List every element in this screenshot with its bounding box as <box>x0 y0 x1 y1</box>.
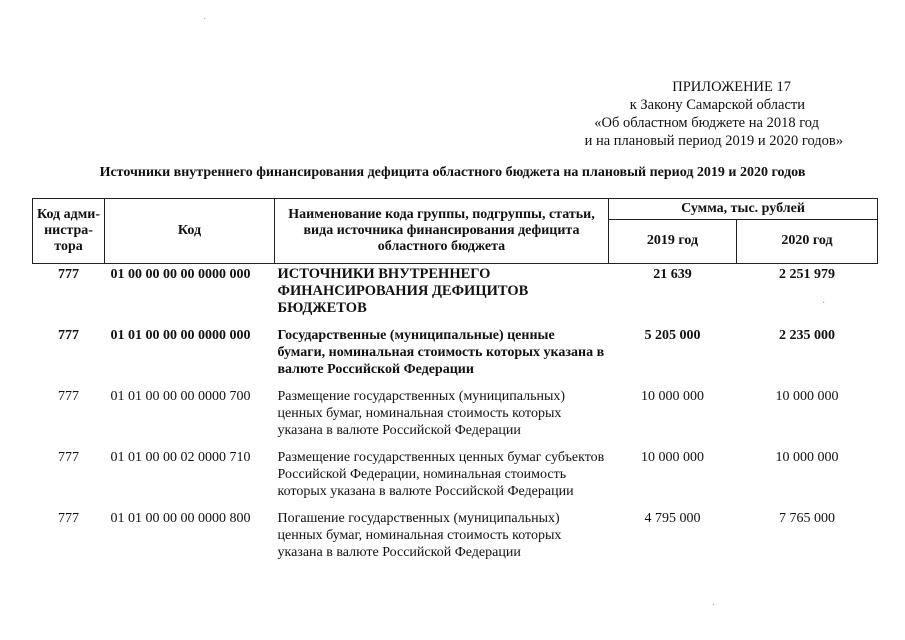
header-year-2020: 2020 год <box>737 219 878 263</box>
table-row <box>33 323 878 384</box>
code-cell: 01 01 00 00 00 0000 000 <box>110 328 251 343</box>
header-sum: Сумма, тыс. рублей <box>609 199 878 220</box>
table-row <box>33 384 878 445</box>
code-cell: 01 00 00 00 00 0000 000 <box>110 267 251 282</box>
appendix-number: ПРИЛОЖЕНИЕ 17 <box>672 79 791 95</box>
name-cell: Размещение государственных ценных бумаг субъектов Российской Федерации, номинальная стоимость которых указана в валюте Российской Федерации <box>277 450 605 499</box>
amount-2020-cell: 10 000 000 <box>775 450 839 465</box>
admin-code-cell: 777 <box>58 511 79 526</box>
name-cell: Размещение государственных (муниципальных) ценных бумаг, номинальная стоимость которых указана в валюте Российской Федерации <box>277 389 566 438</box>
name-cell: ИСТОЧНИКИ ВНУТРЕННЕГО ФИНАНСИРОВАНИЯ ДЕФИЦИТОВ БЮДЖЕТОВ <box>277 266 529 316</box>
table-row <box>33 506 878 567</box>
financing-sources-table <box>32 198 878 567</box>
header-name: Наименование кода группы, подгруппы, статьи, вида источника финансирования дефицита областного бюджета <box>275 199 609 264</box>
name-cell: Государственные (муниципальные) ценные бумаги, номинальная стоимость которых указана в валюте Российской Федерации <box>277 328 605 377</box>
appendix-block <box>585 78 843 150</box>
header-admin-code: Код адми-нистра-тора <box>33 199 105 264</box>
amount-2020-cell: 2 251 979 <box>779 267 835 282</box>
scan-speck: · <box>822 298 826 309</box>
document-title: Источники внутреннего финансирования дефицита областного бюджета на плановый период 2019 и 2020 годов <box>99 165 806 180</box>
appendix-law-title: «Об областном бюджете на 2018 год <box>594 115 819 131</box>
amount-2019-cell: 10 000 000 <box>641 450 704 465</box>
amount-2019-cell: 10 000 000 <box>641 389 704 404</box>
admin-code-cell: 777 <box>58 267 79 282</box>
table-row <box>33 264 878 324</box>
appendix-law: к Закону Самарской области <box>629 97 805 113</box>
code-cell: 01 01 00 00 00 0000 800 <box>110 511 251 526</box>
amount-2019-cell: 21 639 <box>653 267 692 282</box>
code-cell: 01 01 00 00 00 0000 700 <box>110 389 251 404</box>
code-cell: 01 01 00 00 02 0000 710 <box>110 450 251 465</box>
name-cell: Погашение государственных (муниципальных) ценных бумаг, номинальная стоимость которых указана в валюте Российской Федерации <box>277 511 562 560</box>
table-row <box>33 445 878 506</box>
header-code: Код <box>105 199 275 264</box>
scan-speck: · <box>203 14 207 25</box>
scan-speck: · <box>712 600 716 611</box>
appendix-period: и на плановый период 2019 и 2020 годов» <box>584 133 843 149</box>
header-year-2019: 2019 год <box>609 219 737 263</box>
amount-2019-cell: 5 205 000 <box>644 328 701 343</box>
amount-2020-cell: 2 235 000 <box>779 328 835 343</box>
amount-2020-cell: 10 000 000 <box>775 389 839 404</box>
admin-code-cell: 777 <box>58 450 79 465</box>
admin-code-cell: 777 <box>58 389 79 404</box>
amount-2019-cell: 4 795 000 <box>644 511 701 526</box>
amount-2020-cell: 7 765 000 <box>779 511 835 526</box>
admin-code-cell: 777 <box>58 328 79 343</box>
